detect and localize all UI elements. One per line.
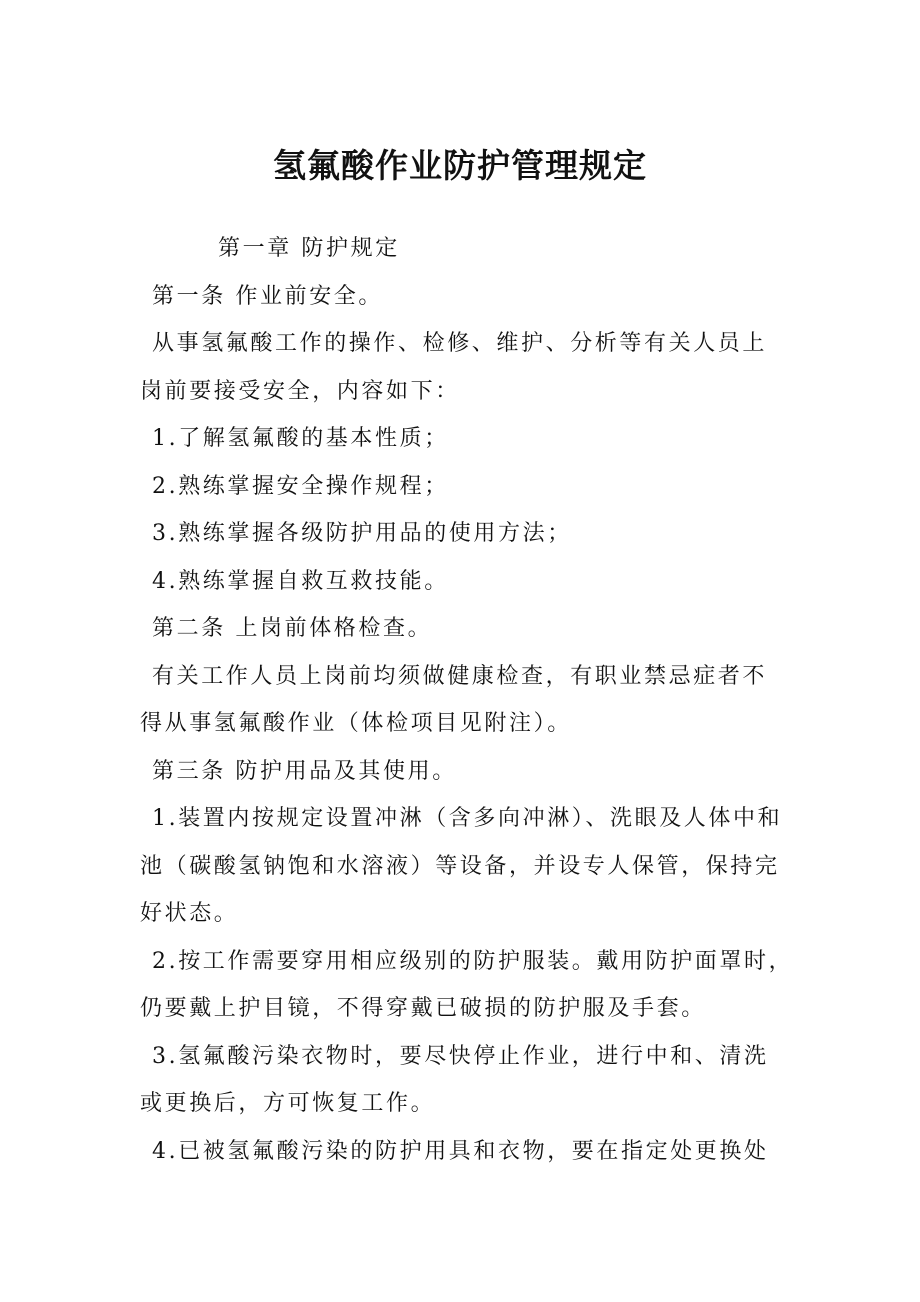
list-item: 3.熟练掌握各级防护用品的使用方法； [152, 521, 572, 546]
list-item: 4.已被氢氟酸污染的防护用具和衣物，要在指定处更换处 [152, 1138, 769, 1164]
chapter-heading: 第一章 防护规定 [218, 236, 400, 261]
paragraph-line: 池（碳酸氢钠饱和水溶液）等设备，并设专人保管，保持完 [140, 853, 780, 879]
paragraph-line: 或更换后，方可恢复工作。 [140, 1091, 436, 1116]
list-item: 2.按工作需要穿用相应级别的防护服装。戴用防护面罩时， [152, 948, 794, 974]
paragraph-line: 岗前要接受安全，内容如下： [140, 378, 460, 404]
paragraph-line: 好状态。 [140, 901, 239, 926]
list-item: 1.装置内按规定设置冲淋（含多向冲淋）、洗眼及人体中和 [152, 806, 783, 831]
document-title: 氢氟酸作业防护管理规定 [273, 146, 647, 185]
paragraph-line: 得从事氢氟酸作业（体检项目见附注）。 [140, 711, 572, 736]
list-item: 1.了解氢氟酸的基本性质； [152, 426, 449, 451]
paragraph-line: 仍要戴上护目镜，不得穿戴已破损的防护服及手套。 [140, 996, 706, 1021]
paragraph-line: 有关工作人员上岗前均须做健康检查，有职业禁忌症者不 [152, 663, 768, 689]
document-body [140, 225, 794, 1175]
article-heading: 第二条 上岗前体格检查。 [152, 616, 433, 641]
article-heading: 第一条 作业前安全。 [152, 283, 383, 309]
paragraph-line: 从事氢氟酸工作的操作、检修、维护、分析等有关人员上 [152, 331, 768, 356]
list-item: 4.熟练掌握自救互救技能。 [152, 568, 449, 594]
list-item: 3.氢氟酸污染衣物时，要尽快停止作业，进行中和、清洗 [152, 1043, 769, 1069]
article-heading: 第三条 防护用品及其使用。 [152, 758, 457, 784]
list-item: 2.熟练掌握安全操作规程； [152, 473, 449, 499]
